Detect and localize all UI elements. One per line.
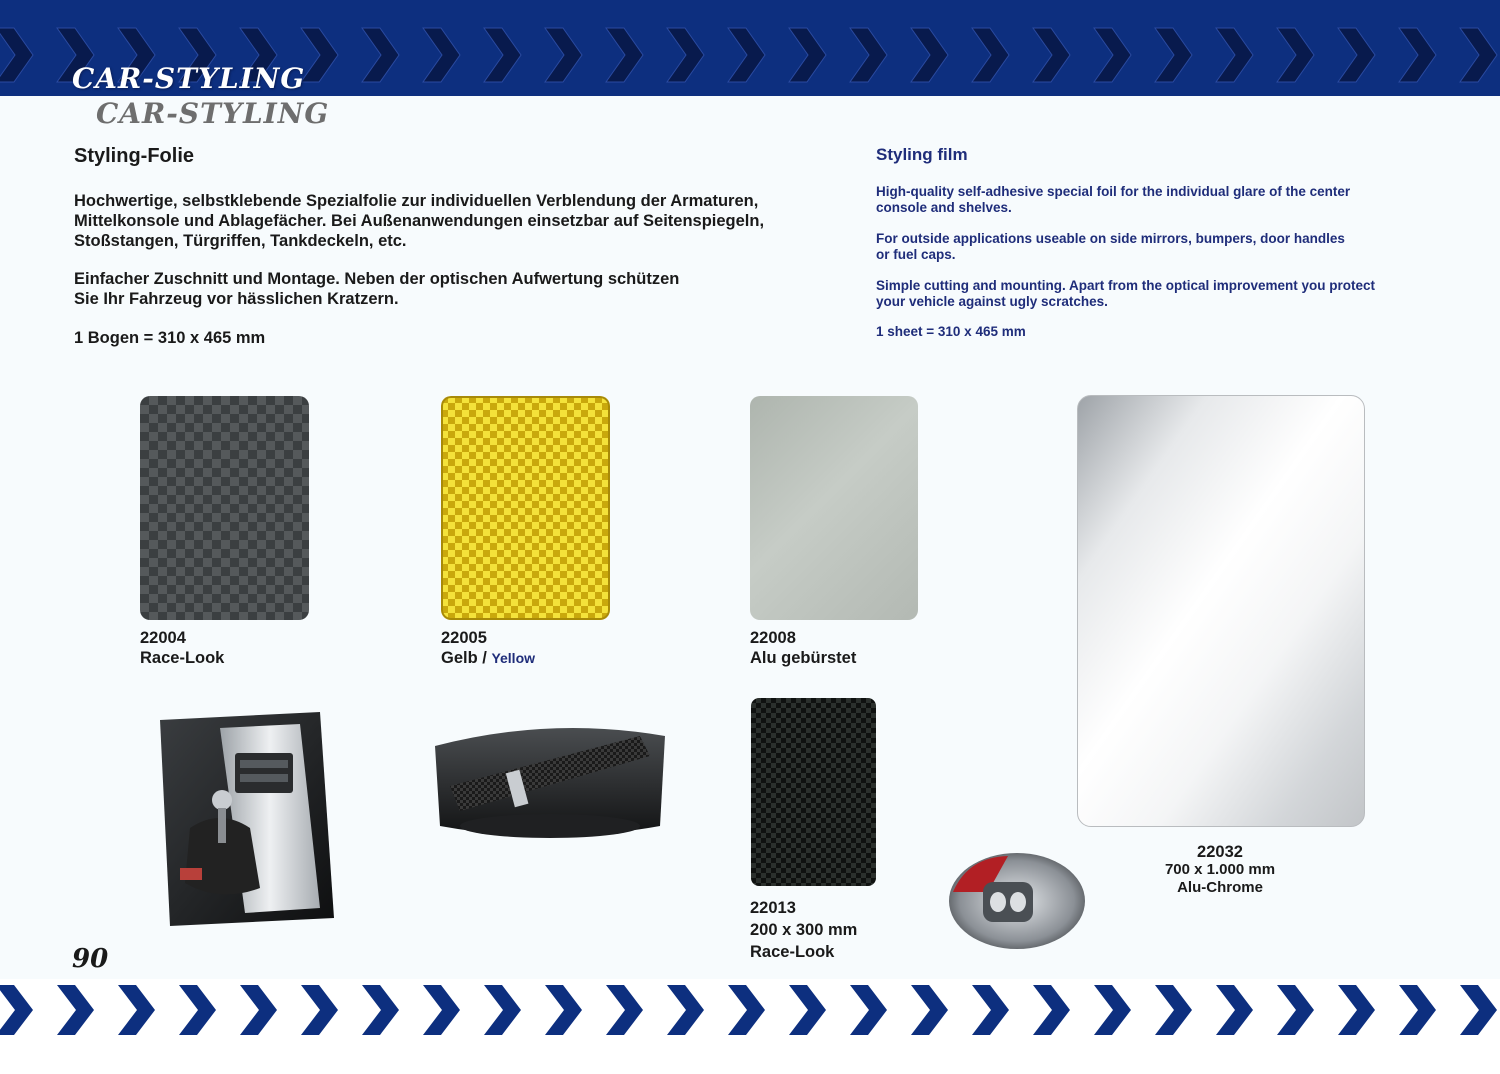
chevron-right-icon [301, 28, 338, 82]
chevron-right-icon [545, 28, 582, 82]
product-name-en: Yellow [491, 650, 536, 666]
chevron-right-icon [362, 28, 399, 82]
chevron-right-icon [789, 28, 826, 82]
chevron-right-icon [728, 985, 765, 1035]
chevron-right-icon [1460, 985, 1497, 1035]
chevron-right-icon [1277, 985, 1314, 1035]
chevron-right-icon [1338, 28, 1375, 82]
product-code: 22032 [1197, 843, 1243, 861]
chevron-right-icon [1399, 985, 1436, 1035]
chevron-right-icon [0, 985, 33, 1035]
race-look-label [140, 628, 224, 668]
chevron-right-icon [57, 985, 94, 1035]
product-code: 22013 [750, 899, 796, 917]
chevron-right-icon [972, 28, 1009, 82]
alu-label [750, 628, 856, 668]
chevron-right-icon [667, 985, 704, 1035]
chevron-right-icon [240, 985, 277, 1035]
chevron-right-icon [606, 985, 643, 1035]
race-look-swatch [140, 396, 309, 620]
page-subtitle: CAR-STYLING [96, 97, 330, 130]
german-sheet-size: 1 Bogen = 310 x 465 mm [74, 329, 266, 347]
chevron-right-icon [728, 28, 765, 82]
alu-brushed-swatch [750, 396, 918, 620]
german-mounting-text: Einfacher Zuschnitt und Montage. Neben der optischen Aufwertung schützen Sie Ihr Fahrzeug vor hässlichen Kratzern. [74, 270, 680, 308]
chevron-right-icon [789, 985, 826, 1035]
english-heading: Styling film [876, 145, 968, 164]
product-name [441, 648, 535, 668]
product-code: 22005 [441, 629, 487, 647]
center-console-photo [150, 708, 340, 930]
chevron-right-icon [1094, 985, 1131, 1035]
chevron-right-icon [1033, 28, 1070, 82]
chevron-right-icon [301, 985, 338, 1035]
english-mounting-text: Simple cutting and mounting. Apart from the optical improvement you protect your vehicle against ugly scratches. [876, 278, 1376, 309]
chevron-right-icon [911, 28, 948, 82]
product-name-de: Gelb / [441, 649, 492, 667]
product-size: 200 x 300 mm [750, 921, 858, 939]
product-size: 700 x 1.000 mm [1164, 861, 1276, 878]
chevron-right-icon [484, 985, 521, 1035]
chevron-right-icon [1033, 985, 1070, 1035]
chevron-right-icon [1216, 28, 1253, 82]
chevron-right-icon [484, 28, 521, 82]
chevron-right-icon [1155, 985, 1192, 1035]
door-handle-photo [948, 852, 1086, 950]
carbon-swatch [751, 698, 876, 886]
chevron-right-icon [606, 28, 643, 82]
chevron-right-icon [1460, 28, 1497, 82]
product-code: 22004 [140, 629, 186, 647]
page-number: 90 [72, 944, 109, 974]
product-name: Alu-Chrome [1177, 879, 1263, 896]
product-name: Race-Look [750, 943, 835, 961]
product-name: Alu gebürstet [750, 649, 857, 667]
chevron-right-icon [362, 985, 399, 1035]
alu-chrome-swatch [1077, 395, 1365, 827]
german-description: Hochwertige, selbstklebende Spezialfolie zur individuellen Verblendung der Armaturen, Mittelkonsole und Ablagefächer. Bei Außenanwendungen einsetzbar auf Seitenspiegeln, Stoßstangen, Türgriffen, Tankdeckeln, etc. [74, 192, 765, 250]
page-title: CAR-STYLING [72, 62, 306, 95]
bottom-chevron-pattern [0, 979, 1500, 1069]
chevron-right-icon [423, 28, 460, 82]
german-heading: Styling-Folie [74, 145, 194, 167]
english-outside-use: For outside applications useable on side mirrors, bumpers, door handles or fuel caps. [876, 231, 1345, 262]
yellow-label [441, 628, 535, 668]
chevron-right-icon [911, 985, 948, 1035]
product-code: 22008 [750, 629, 796, 647]
yellow-swatch [441, 396, 610, 620]
chevron-right-icon [972, 985, 1009, 1035]
chevron-right-icon [1094, 28, 1131, 82]
chevron-right-icon [545, 985, 582, 1035]
chevron-right-icon [179, 985, 216, 1035]
chevron-right-icon [423, 985, 460, 1035]
chevron-right-icon [1155, 28, 1192, 82]
chevron-right-icon [850, 985, 887, 1035]
chevron-right-icon [1399, 28, 1436, 82]
alu-chrome-label [1120, 843, 1320, 897]
bottom-chevron-band [0, 979, 1500, 1069]
chevron-right-icon [1338, 985, 1375, 1035]
handbrake-photo [430, 716, 670, 842]
chevron-right-icon [0, 28, 33, 82]
chevron-right-icon [118, 985, 155, 1035]
product-name: Race-Look [140, 649, 225, 667]
chevron-right-icon [667, 28, 704, 82]
carbon-label [750, 897, 857, 963]
english-sheet-size: 1 sheet = 310 x 465 mm [876, 324, 1026, 339]
chevron-right-icon [1216, 985, 1253, 1035]
english-description: High-quality self-adhesive special foil for the individual glare of the center console and shelves. [876, 184, 1351, 215]
chevron-right-icon [1277, 28, 1314, 82]
chevron-right-icon [850, 28, 887, 82]
